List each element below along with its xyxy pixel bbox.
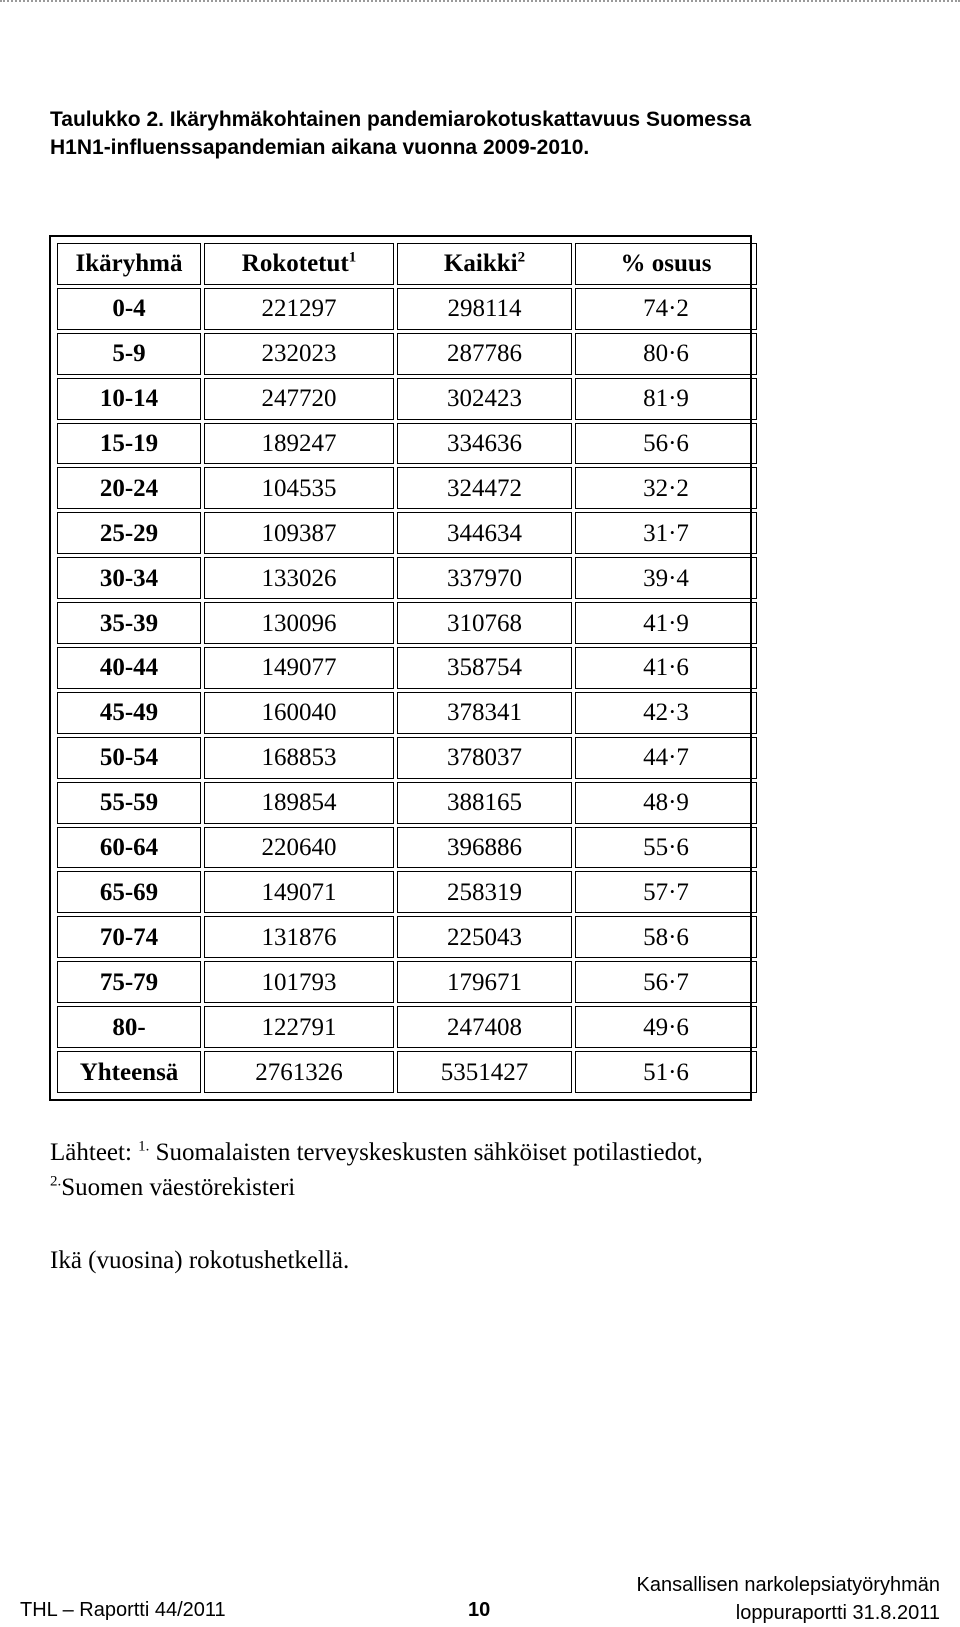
cell-rokotetut: 160040 [204,692,394,734]
table-body [57,243,757,1093]
cell-rokotetut: 109387 [204,512,394,554]
cell-osuus: 56·6 [575,423,757,465]
age-note: Ikä (vuosina) rokotushetkellä. [50,1247,350,1274]
cell-osuus: 39·4 [575,557,757,599]
cell-age: 35-39 [57,602,201,644]
cell-age: 65-69 [57,871,201,913]
cell-osuus: 41·9 [575,602,757,644]
cell-rokotetut: 101793 [204,961,394,1003]
vaccination-coverage-table [49,235,752,1101]
footer-report-id: THL – Raportti 44/2011 [20,1599,226,1621]
cell-rokotetut: 220640 [204,827,394,869]
cell-osuus: 81·9 [575,378,757,420]
cell-age: 30-34 [57,557,201,599]
cell-kaikki: 334636 [397,423,572,465]
footer-right-line-1: Kansallisen narkolepsiatyöryhmän [636,1574,940,1596]
sources-label: Lähteet: [50,1139,132,1166]
cell-kaikki: 5351427 [397,1051,572,1093]
cell-kaikki: 287786 [397,333,572,375]
table-row [57,692,757,734]
cell-rokotetut: 189247 [204,423,394,465]
cell-kaikki: 298114 [397,288,572,330]
table-row [57,602,757,644]
cell-kaikki: 310768 [397,602,572,644]
table-row [57,1051,757,1093]
sources-line-2 [50,1170,930,1205]
cell-kaikki: 378341 [397,692,572,734]
cell-osuus: 55·6 [575,827,757,869]
source-1-marker: 1. [138,1138,150,1155]
cell-age: 40-44 [57,647,201,689]
cell-rokotetut: 104535 [204,467,394,509]
cell-osuus: 48·9 [575,782,757,824]
table-row [57,827,757,869]
top-dotted-rule [0,0,960,2]
table-row [57,782,757,824]
cell-osuus: 57·7 [575,871,757,913]
cell-kaikki: 258319 [397,871,572,913]
cell-osuus: 31·7 [575,512,757,554]
cell-age: 70-74 [57,916,201,958]
cell-rokotetut: 221297 [204,288,394,330]
table-row [57,467,757,509]
cell-age: Yhteensä [57,1051,201,1093]
header-rokotetut: Rokotetut$^1$ [204,243,394,285]
cell-kaikki: 337970 [397,557,572,599]
cell-kaikki: 388165 [397,782,572,824]
caption-line-2: H1N1-influenssapandemian aikana vuonna 2009-2010. [50,136,590,159]
table-row [57,961,757,1003]
cell-kaikki: 225043 [397,916,572,958]
footer-right-line-2: loppuraportti 31.8.2011 [735,1602,940,1624]
header-kaikki: Kaikki$^2$ [397,243,572,285]
cell-osuus: 41·6 [575,647,757,689]
table-row [57,333,757,375]
table-row [57,647,757,689]
cell-osuus: 44·7 [575,737,757,779]
cell-rokotetut: 247720 [204,378,394,420]
cell-rokotetut: 122791 [204,1006,394,1048]
cell-kaikki: 378037 [397,737,572,779]
sources-line-1 [50,1135,930,1170]
sources-note [50,1135,930,1205]
cell-kaikki: 396886 [397,827,572,869]
data-table [54,240,760,1096]
table-row [57,423,757,465]
footer-page-number: 10 [468,1599,491,1621]
table-row [57,1006,757,1048]
header-ikaryhma: Ikäryhmä [57,243,201,285]
table-caption [50,106,910,162]
cell-kaikki: 302423 [397,378,572,420]
table-row [57,916,757,958]
cell-osuus: 51·6 [575,1051,757,1093]
cell-kaikki: 179671 [397,961,572,1003]
cell-age: 0-4 [57,288,201,330]
cell-age: 55-59 [57,782,201,824]
source-1-text: Suomalaisten terveyskeskusten sähköiset potilastiedot, [155,1139,703,1166]
source-2-text: Suomen väestörekisteri [61,1174,296,1201]
cell-osuus: 80·6 [575,333,757,375]
cell-rokotetut: 133026 [204,557,394,599]
cell-osuus: 49·6 [575,1006,757,1048]
cell-kaikki: 247408 [397,1006,572,1048]
source-2-marker: 2. [50,1173,62,1190]
table-row [57,512,757,554]
cell-age: 15-19 [57,423,201,465]
header-osuus: % osuus [575,243,757,285]
cell-osuus: 56·7 [575,961,757,1003]
cell-kaikki: 358754 [397,647,572,689]
cell-age: 50-54 [57,737,201,779]
table-row [57,288,757,330]
cell-age: 5-9 [57,333,201,375]
cell-rokotetut: 232023 [204,333,394,375]
cell-age: 60-64 [57,827,201,869]
cell-rokotetut: 168853 [204,737,394,779]
cell-osuus: 74·2 [575,288,757,330]
cell-rokotetut: 149077 [204,647,394,689]
table-row [57,737,757,779]
cell-kaikki: 324472 [397,467,572,509]
cell-age: 20-24 [57,467,201,509]
table-row [57,557,757,599]
table-row [57,378,757,420]
table-header-row [57,243,757,285]
cell-age: 80- [57,1006,201,1048]
cell-rokotetut: 130096 [204,602,394,644]
cell-rokotetut: 189854 [204,782,394,824]
cell-osuus: 58·6 [575,916,757,958]
footer-report-title [637,1571,941,1627]
cell-age: 75-79 [57,961,201,1003]
cell-age: 10-14 [57,378,201,420]
cell-age: 45-49 [57,692,201,734]
cell-rokotetut: 149071 [204,871,394,913]
cell-age: 25-29 [57,512,201,554]
cell-rokotetut: 2761326 [204,1051,394,1093]
table-row [57,871,757,913]
caption-line-1: Taulukko 2. Ikäryhmäkohtainen pandemiarokotuskattavuus Suomessa [50,108,751,131]
cell-osuus: 32·2 [575,467,757,509]
cell-osuus: 42·3 [575,692,757,734]
cell-kaikki: 344634 [397,512,572,554]
cell-rokotetut: 131876 [204,916,394,958]
